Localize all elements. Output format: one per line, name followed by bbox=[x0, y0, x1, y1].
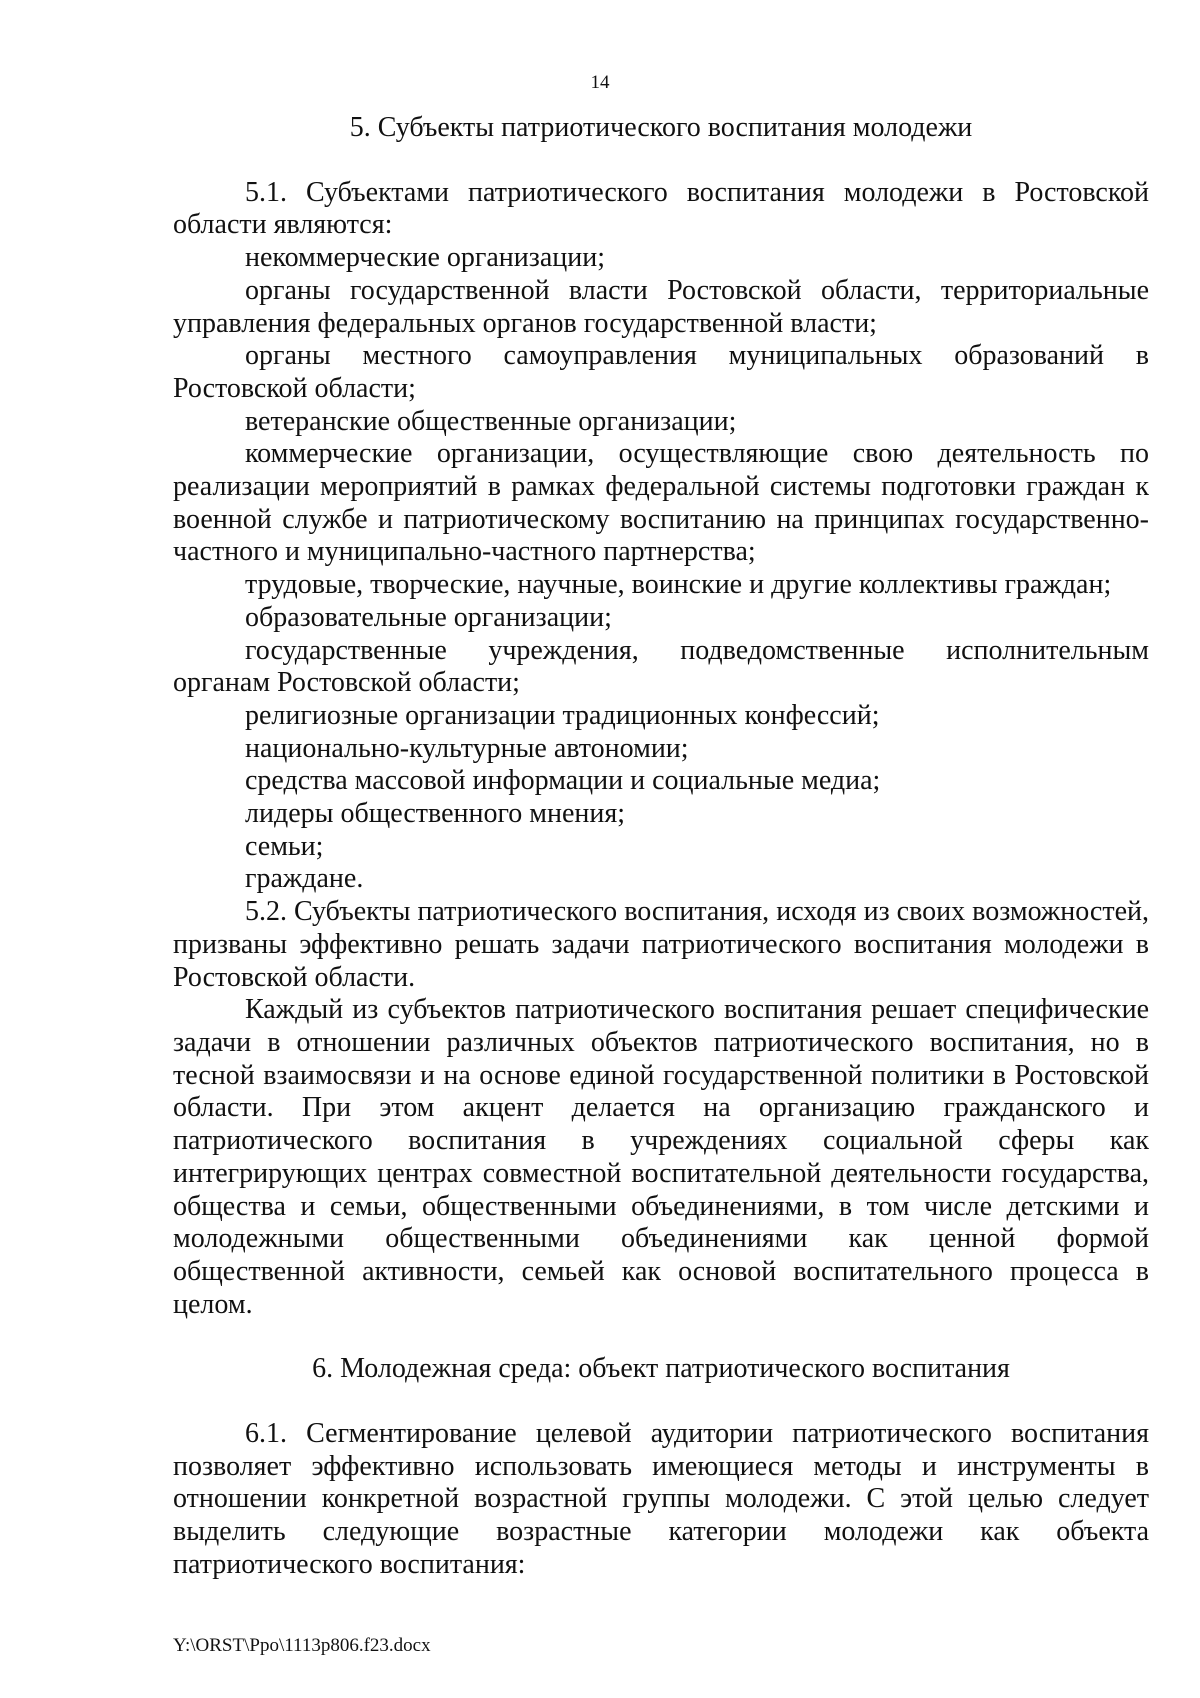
list-item: религиозные организации традиционных конфессий; bbox=[245, 699, 880, 731]
list-item: ветеранские общественные организации; bbox=[245, 405, 737, 437]
list-item: граждане. bbox=[245, 863, 364, 895]
list-item: образовательные организации; bbox=[245, 601, 612, 633]
list-item: трудовые, творческие, научные, воинские и другие коллективы граждан; bbox=[245, 569, 1112, 601]
file-path-footer: Y:\ORST\Ppo\1113p806.f23.docx bbox=[173, 1635, 431, 1656]
list-item: органы местного самоуправления муниципальных образований в Ростовской области; bbox=[173, 340, 1149, 404]
page-number: 14 bbox=[590, 72, 610, 93]
section-5-heading: 5. Субъекты патриотического воспитания молодежи bbox=[349, 112, 973, 143]
list-item: семьи; bbox=[245, 830, 324, 862]
list-item: органы государственной власти Ростовской области, территориальные управления федеральных органов государственной власти; bbox=[173, 274, 1149, 339]
list-item: некоммерческие организации; bbox=[245, 242, 605, 274]
paragraph: 6.1. Сегментирование целевой аудитории патриотического воспитания позволяет эффективно использовать имеющиеся методы и инструменты в отношении конкретной возрастной группы молодежи. С этой целью следует выделить следующие возрастные категории молодежи как объекта патриотического воспитания: bbox=[173, 1418, 1149, 1580]
list-item: средства массовой информации и социальные медиа; bbox=[245, 765, 881, 797]
paragraph: Каждый из субъектов патриотического воспитания решает специфические задачи в отношении различных объектов патриотического воспитания, но в тесной взаимосвязи и на основе единой государственной политики в Ростовской области. При этом акцент делается на организацию гражданского и патриотического воспитания в учреждениях социальной сферы как интегрирующих центрах совместной воспитательной деятельности государства, общества и семьи, общественными объединениями, в том числе детскими и молодежными общественными объединениями как ценной формой общественной активности, семьей как основой воспитательного процесса в целом. bbox=[173, 994, 1149, 1320]
list-item: лидеры общественного мнения; bbox=[245, 798, 626, 830]
list-item: коммерческие организации, осуществляющие свою деятельность по реализации мероприятий в рамках федеральной системы подготовки граждан к военной службе и патриотическому воспитанию на принципах государственно-частного и муниципально-частного партнерства; bbox=[173, 438, 1149, 568]
paragraph: 5.2. Субъекты патриотического воспитания, исходя из своих возможностей, призваны эффективно решать задачи патриотического воспитания молодежи в Ростовской области. bbox=[173, 896, 1149, 993]
paragraph: 5.1. Субъектами патриотического воспитания молодежи в Ростовской области являются: bbox=[173, 176, 1149, 241]
list-item: государственные учреждения, подведомственные исполнительным органам Ростовской области; bbox=[173, 634, 1149, 699]
section-6-heading: 6. Молодежная среда: объект патриотического воспитания bbox=[312, 1353, 1010, 1385]
document-body bbox=[173, 112, 1149, 1582]
list-item: национально-культурные автономии; bbox=[245, 732, 689, 764]
